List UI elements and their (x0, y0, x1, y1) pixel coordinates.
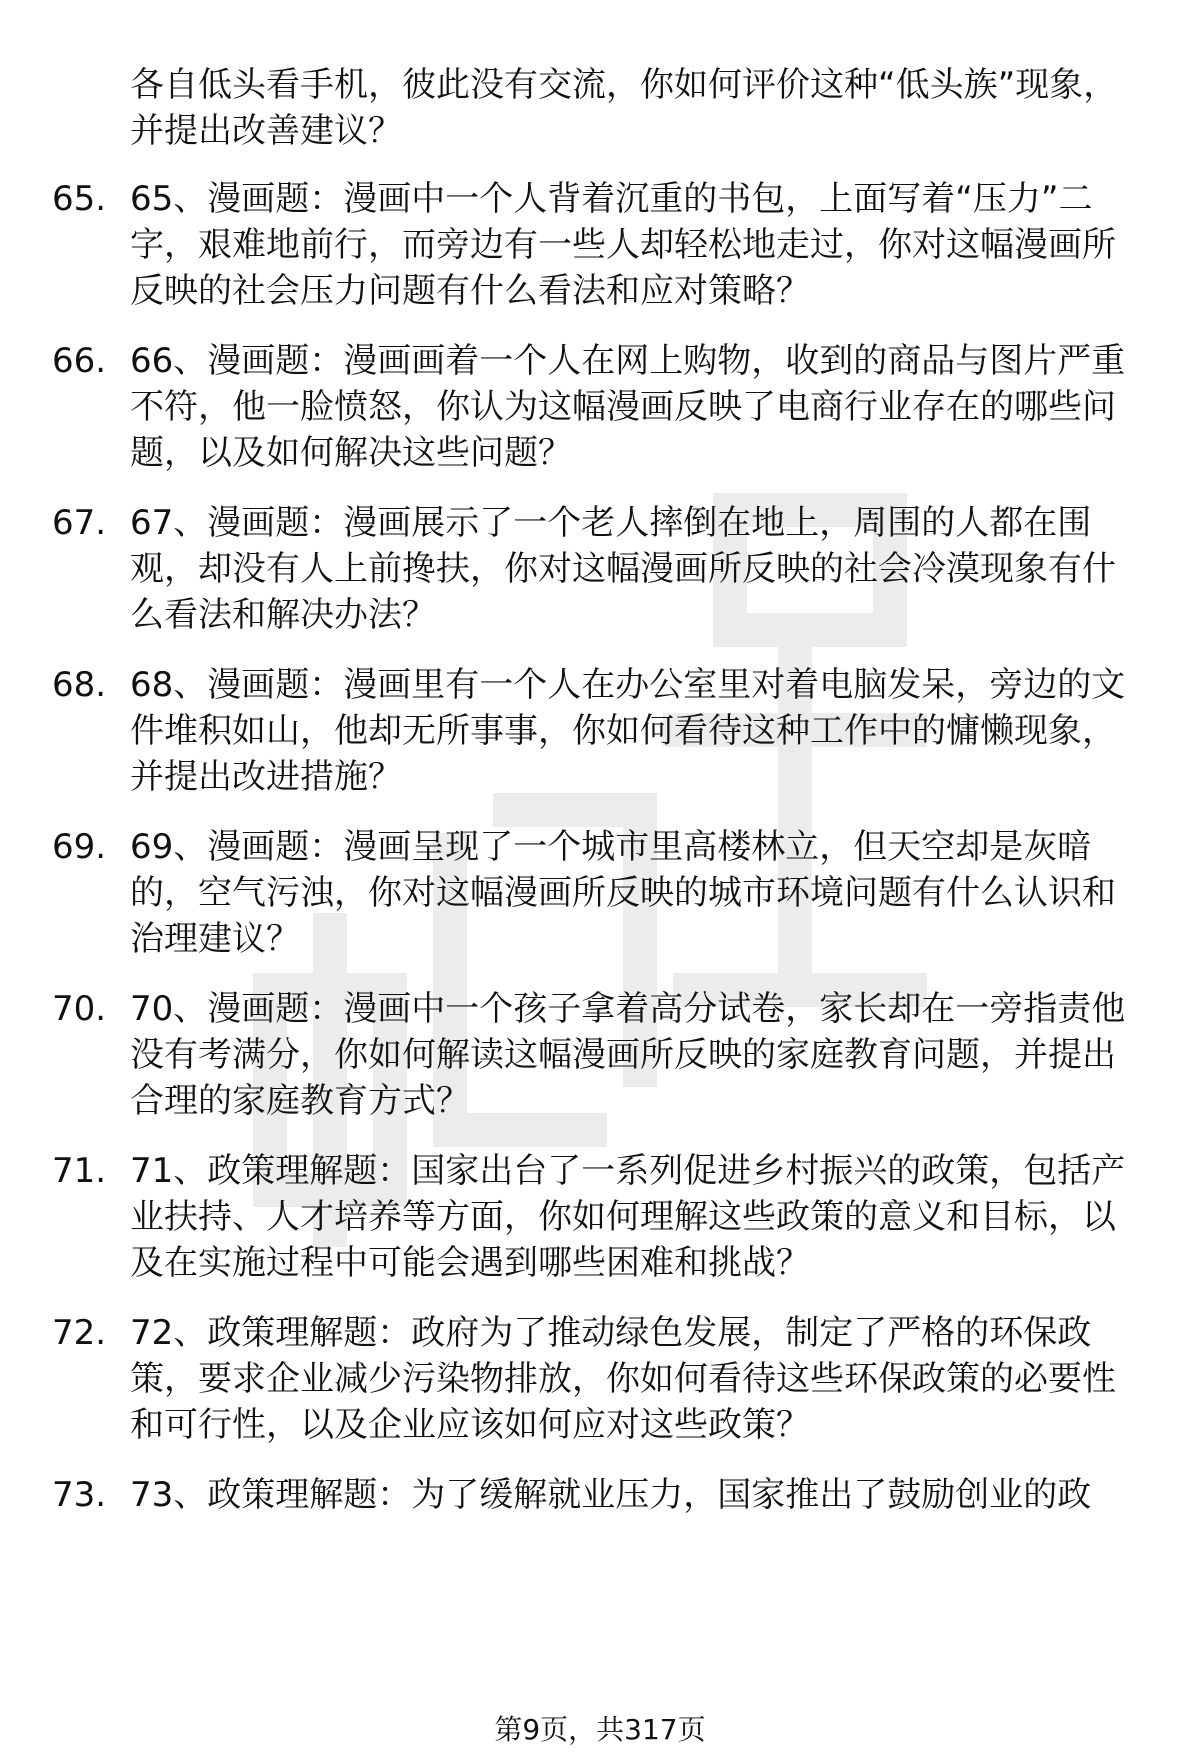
item-text: 67、漫画题：漫画展示了一个老人摔倒在地上，周围的人都在围观，却没有人上前搀扶，你对这幅漫画所反映的社会冷漠现象有什么看法和解决办法？ (130, 503, 1116, 635)
item-number: 68. (52, 665, 107, 705)
item-text: 73、政策理解题：为了缓解就业压力，国家推出了鼓励创业的政 (130, 1475, 1092, 1515)
item-text: 65、漫画题：漫画中一个人背着沉重的书包，上面写着“压力”二字，艰难地前行，而旁边有一些人却轻松地走过，你对这幅漫画所反映的社会压力问题有什么看法和应对策略？ (130, 179, 1116, 311)
item-text: 71、政策理解题：国家出台了一系列促进乡村振兴的政策，包括产业扶持、人才培养等方面，你如何理解这些政策的意义和目标，以及在实施过程中可能会遇到哪些困难和挑战？ (130, 1151, 1126, 1283)
item-number: 66. (52, 341, 107, 381)
item-number: 72. (52, 1313, 107, 1353)
item-text: 72、政策理解题：政府为了推动绿色发展，制定了严格的环保政策，要求企业减少污染物排放，你如何看待这些环保政策的必要性和可行性，以及企业应该如何应对这些政策？ (130, 1313, 1116, 1445)
item-text: 68、漫画题：漫画里有一个人在办公室里对着电脑发呆，旁边的文件堆积如山，他却无所事事，你如何看待这种工作中的慵懒现象，并提出改进措施？ (130, 665, 1126, 797)
page-footer: 第9页，共317页 (494, 1713, 706, 1746)
item-text: 70、漫画题：漫画中一个孩子拿着高分试卷，家长却在一旁指责他没有考满分，你如何解读这幅漫画所反映的家庭教育问题，并提出合理的家庭教育方式？ (130, 989, 1126, 1121)
item-number: 71. (52, 1151, 107, 1191)
item-number: 69. (52, 827, 107, 867)
item-number: 65. (52, 179, 107, 219)
continuation-text: 各自低头看手机，彼此没有交流，你如何评价这种“低头族”现象，并提出改善建议？ (130, 65, 1118, 151)
item-text: 69、漫画题：漫画呈现了一个城市里高楼林立，但天空却是灰暗的，空气污浊，你对这幅漫画所反映的城市环境问题有什么认识和治理建议？ (130, 827, 1116, 959)
item-number: 73. (52, 1475, 107, 1515)
item-number: 70. (52, 989, 107, 1029)
item-number: 67. (52, 503, 107, 543)
item-text: 66、漫画题：漫画画着一个人在网上购物，收到的商品与图片严重不符，他一脸愤怒，你认为这幅漫画反映了电商行业存在的哪些问题，以及如何解决这些问题？ (130, 341, 1126, 473)
